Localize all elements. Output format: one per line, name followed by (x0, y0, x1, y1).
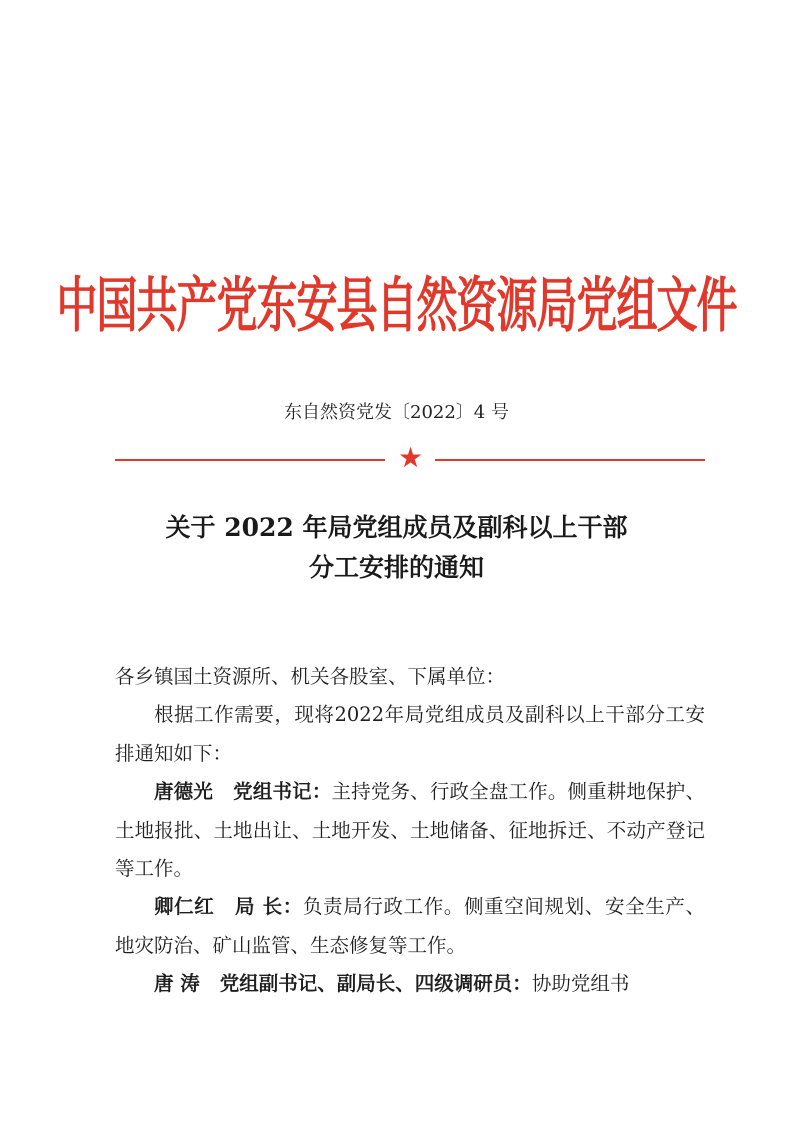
title-line-2: 分工安排的通知 (308, 553, 484, 582)
document-number: 东自然资党发〔2022〕4 号 (284, 402, 509, 423)
divider-line-left (115, 459, 385, 461)
assignment-paragraph (115, 773, 705, 888)
assignee-position: 局 长： (234, 895, 303, 919)
assignment-paragraph (115, 888, 705, 965)
notice-title (0, 508, 793, 588)
assignee-position: 党组书记： (233, 780, 332, 804)
assignee-position: 党组副书记、副局长、四级调研员： (219, 972, 532, 996)
assignee-duties: 协助党组书 (531, 972, 630, 996)
assignee-name: 卿仁红 (154, 895, 215, 919)
star-icon: ★ (398, 441, 424, 474)
red-divider (115, 441, 705, 474)
salutation: 各乡镇国土资源所、机关各股室、下属单位： (115, 665, 506, 688)
assignee-duties: 负责局行政工作。侧重空间规划、安全生产、地灾防治、矿山监管、生态修复等工作。 (115, 895, 705, 957)
assignee-name: 唐德光 (154, 780, 213, 804)
intro-paragraph: 根据工作需要，现将2022年局党组成员及副科以上干部分工安排通知如下： (115, 703, 705, 765)
masthead-title: 中国共产党东安县自然资源局党组文件 (56, 271, 737, 341)
title-line-1: 关于 2022 年局党组成员及副科以上干部 (165, 513, 628, 542)
divider-line-right (435, 459, 705, 461)
document-body (115, 658, 705, 1004)
assignee-duties: 主持党务、行政全盘工作。侧重耕地保护、土地报批、土地出让、土地开发、土地储备、征地拆迁、不动产登记等工作。 (115, 780, 705, 881)
assignee-name: 唐 涛 (154, 972, 200, 996)
assignment-paragraph (115, 965, 705, 1003)
